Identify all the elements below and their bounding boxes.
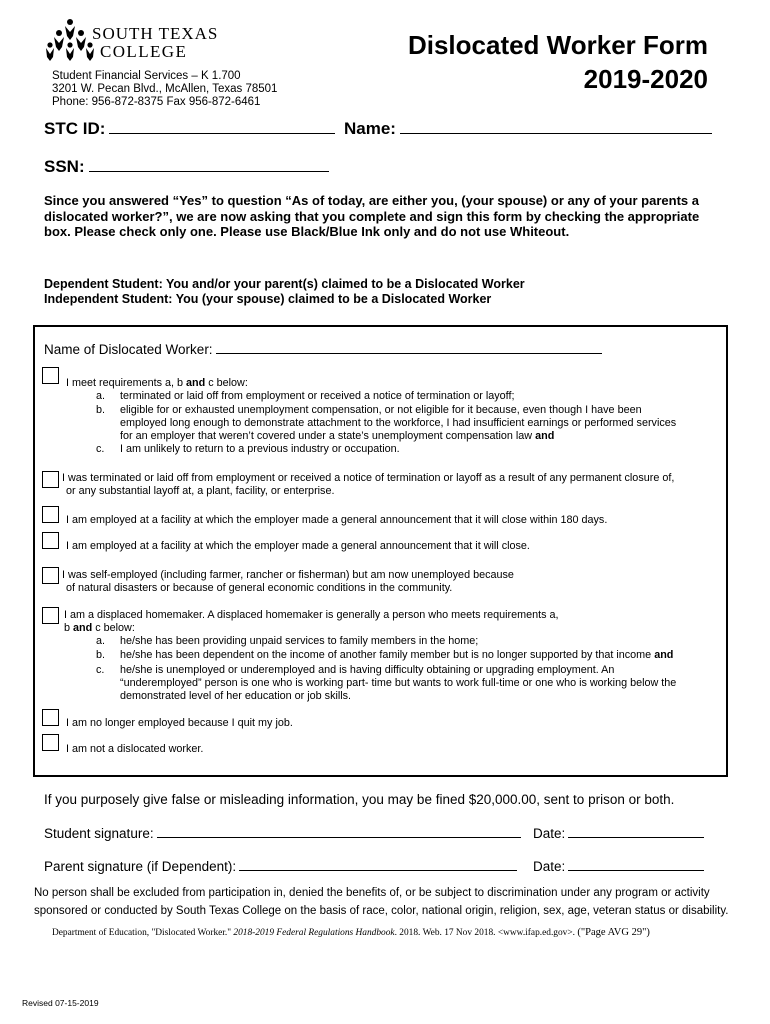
option-6-label-2: b and c below: [64,622,135,634]
option-2-label-1: I was terminated or laid off from employment or received a notice of termination or layoff as a result of any permanent closure of, [62,472,675,484]
parent-date-row [533,859,704,874]
student-date-field[interactable] [568,826,704,838]
option-1-checkbox[interactable] [42,367,59,384]
independent-student-note: Independent Student: You (your spouse) claimed to be a Dislocated Worker [44,292,492,306]
option-8-label: I am not a dislocated worker. [66,743,204,755]
option-5-label-1: I was self-employed (including farmer, rancher or fisherman) but am now unemployed because [62,569,514,581]
option-1a-text: terminated or laid off from employment or received a notice of termination or layoff; [120,390,515,402]
stc-id-row [44,118,335,139]
option-1b-text-2: employed long enough to demonstrate attachment to the workforce, I had insufficient earnings or performed services [120,417,677,429]
college-name-line1: SOUTH TEXAS [92,24,219,43]
penalty-warning: If you purposely give false or misleading information, you may be fined $20,000.00, sent to prison or both. [44,792,675,807]
worker-name-row [44,342,602,357]
phone-fax-line: Phone: 956-872-8375 Fax 956-872-6461 [52,96,261,108]
option-6b-letter: b. [96,649,106,661]
parent-signature-field[interactable] [239,859,517,871]
option-5-label-2: of natural disasters or because of general economic conditions in the community. [66,582,453,594]
option-5-checkbox[interactable] [42,567,59,584]
form-title: Dislocated Worker Form [407,30,708,60]
option-6b-text: he/she has been dependent on the income of another family member but is no longer supported by that income and [120,649,674,661]
option-8-checkbox[interactable] [42,734,59,751]
parent-signature-row [44,859,517,874]
address-line-2: 3201 W. Pecan Blvd., McAllen, Texas 78501 [52,83,278,95]
option-1b-letter: b. [96,404,106,416]
option-2-label-2: or any substantial layoff at, a plant, facility, or enterprise. [66,485,335,497]
option-3-checkbox[interactable] [42,506,59,523]
address-line-1: Student Financial Services – K 1.700 [52,70,241,82]
parent-date-field[interactable] [568,859,704,871]
option-6a-letter: a. [96,635,106,647]
option-6-checkbox[interactable] [42,607,59,624]
nondiscrimination-statement: No person shall be excluded from participation in, denied the benefits of, or be subject to discrimination under any program or activity sponsored or conducted by South Texas College on the basis of race, color, national origin, religion, sex, age, veteran status or disability. [34,887,729,917]
parent-date-label: Date: [533,859,566,874]
option-6-label-1: I am a displaced homemaker. A displaced homemaker is generally a person who meets requirements a, [64,609,559,621]
option-2-checkbox[interactable] [42,471,59,488]
ssn-field[interactable] [89,156,329,172]
option-6c-text-3: demonstrated level of her education or job skills. [120,690,352,702]
ssn-row [44,156,329,177]
revised-date: Revised 07-15-2019 [22,998,99,1008]
student-signature-label: Student signature: [44,826,154,841]
option-6a-text: he/she has been providing unpaid services to family members in the home; [120,635,479,647]
worker-name-field[interactable] [216,342,602,354]
student-signature-row [44,826,521,841]
citation: Department of Education, "Dislocated Worker." 2018-2019 Federal Regulations Handbook. 2018. Web. 17 Nov 2018. <www.ifap.ed.gov>. ("Page AVG 29") [52,927,650,938]
form-year: 2019-2020 [583,64,708,94]
college-name-line2: COLLEGE [100,42,188,61]
option-7-checkbox[interactable] [42,709,59,726]
name-field[interactable] [400,118,712,134]
option-4-checkbox[interactable] [42,532,59,549]
option-1a-letter: a. [96,390,106,402]
name-label: Name: [344,119,396,138]
option-3-label: I am employed at a facility at which the employer made a general announcement that it will close within 180 days. [66,514,608,526]
option-1c-letter: c. [96,443,105,455]
student-date-row [533,826,704,841]
ssn-label: SSN: [44,157,85,176]
name-row [344,118,712,139]
instructions-paragraph: Since you answered “Yes” to question “As of today, are either you, (your spouse) or any of your parents a dislocated worker?”, we are now asking that you complete and sign this form by checking the appropriate box. Please check only one. Please use Black/Blue Ink only and do not use Whiteout. [44,193,700,239]
worker-name-label: Name of Dislocated Worker: [44,342,213,357]
student-signature-field[interactable] [157,826,521,838]
stc-id-label: STC ID: [44,119,106,138]
option-1c-text: I am unlikely to return to a previous industry or occupation. [120,443,400,455]
dependent-student-note: Dependent Student: You and/or your parent(s) claimed to be a Dislocated Worker [44,277,525,291]
option-7-label: I am no longer employed because I quit my job. [66,717,293,729]
parent-signature-label: Parent signature (if Dependent): [44,859,237,874]
option-6c-text-1: he/she is unemployed or underemployed and is having difficulty obtaining or upgrading employment. An [120,664,615,676]
stc-id-field[interactable] [109,118,335,134]
option-6c-letter: c. [96,664,105,676]
option-1b-text-3: for an employer that weren’t covered under a state’s unemployment compensation law and [120,430,555,442]
option-4-label: I am employed at a facility at which the employer made a general announcement that it will close. [66,540,530,552]
student-date-label: Date: [533,826,566,841]
option-1-label: I meet requirements a, b and c below: [66,377,248,389]
option-1b-text-1: eligible for or exhausted unemployment compensation, or not eligible for it because, even though I have been [120,404,642,416]
option-6c-text-2: “underemployed” person is one who is working part- time but wants to work full-time or one who is working below the [120,677,677,689]
